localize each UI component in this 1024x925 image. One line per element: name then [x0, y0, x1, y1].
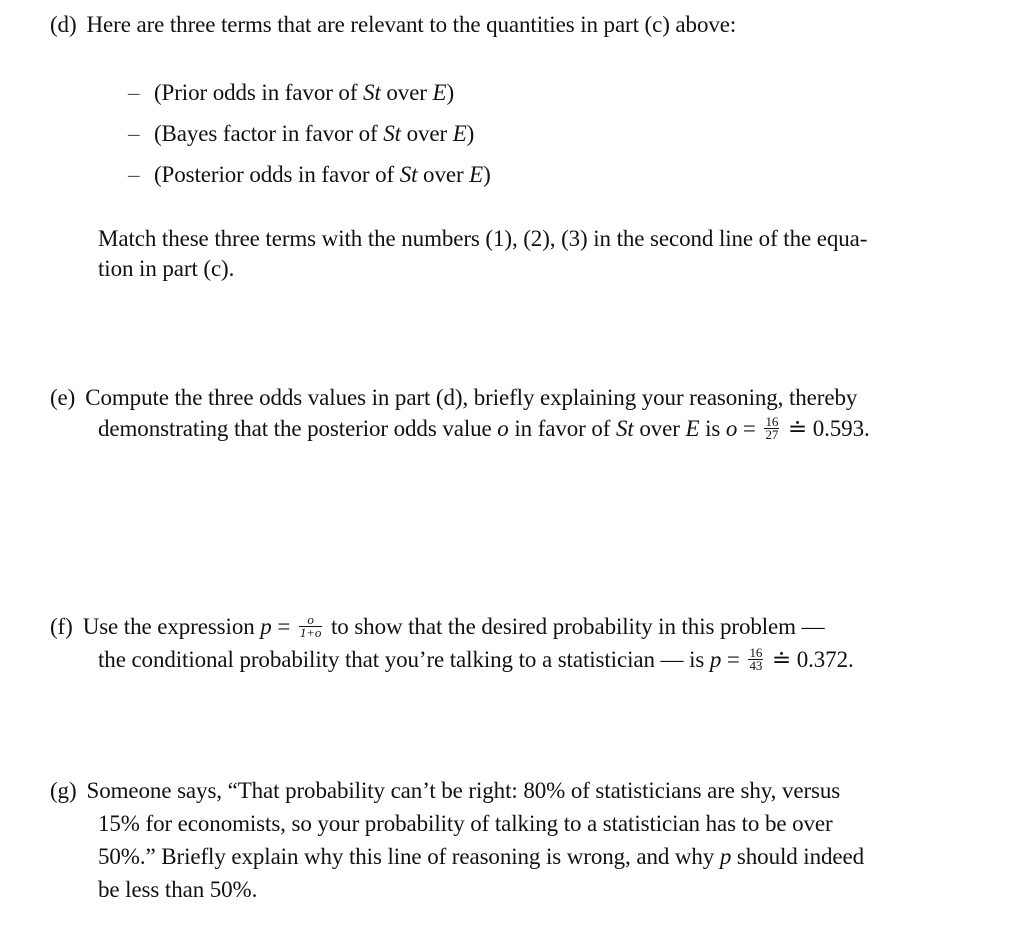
dash-bullet: –	[128, 162, 140, 187]
fraction-o-over-1-plus-o: $\frac{o}{1+o}$	[299, 612, 322, 641]
part-f-label: (f)	[50, 614, 73, 639]
part-f-line1: (f) Use the expression p = $\frac{o}{1+o}$ to show that the desired probability in this problem —	[50, 612, 825, 641]
match-instruction-line2: tion in part (c).	[98, 256, 235, 281]
part-f-line2: the conditional probability that you’re talking to a statistician — is p = $\frac{16}{43}$ ≐ 0.372.	[98, 645, 854, 674]
part-e-line2: demonstrating that the posterior odds value o in favor of St over E is o = $\frac{16}{27}$ ≐ 0.593.	[98, 414, 870, 443]
part-e-line1: (e) Compute the three odds values in part (d), briefly explaining your reasoning, thereby	[50, 385, 858, 410]
part-g-line3: 50%.” Briefly explain why this line of reasoning is wrong, and why p should indeed	[98, 844, 865, 869]
dash-bullet: –	[128, 121, 140, 146]
term-bayes-factor: – (Bayes factor in favor of St over E)	[128, 121, 475, 146]
part-e-label: (e)	[50, 385, 76, 410]
fraction-16-27: $\frac{16}{27}$	[765, 414, 779, 443]
dash-bullet: –	[128, 80, 140, 105]
part-d-intro: (d) Here are three terms that are relevant to the quantities in part (c) above:	[50, 12, 737, 37]
part-g-line1: (g) Someone says, “That probability can’t be right: 80% of statisticians are shy, versus	[50, 778, 841, 803]
term-prior-odds: – (Prior odds in favor of St over E)	[128, 80, 455, 105]
part-g-line4: be less than 50%.	[98, 877, 258, 902]
match-instruction-line1: Match these three terms with the numbers (1), (2), (3) in the second line of the equa-	[98, 226, 868, 251]
part-g-line2: 15% for economists, so your probability of talking to a statistician has to be over	[98, 811, 833, 836]
term-posterior-odds: – (Posterior odds in favor of St over E)	[128, 162, 491, 187]
part-d-label: (d)	[50, 12, 77, 37]
fraction-16-43: $\frac{16}{43}$	[749, 645, 763, 674]
part-g-label: (g)	[50, 778, 77, 803]
